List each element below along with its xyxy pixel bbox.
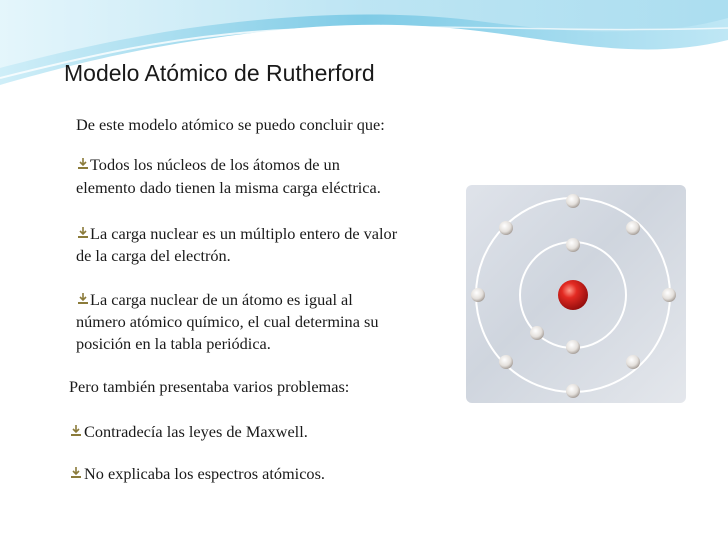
bullet-3-line-2: número atómico químico, el cual determina su <box>76 312 379 331</box>
electron <box>471 288 485 302</box>
intro-text: De este modelo atómico se puedo concluir que: <box>76 115 385 134</box>
bullet-arrow-icon <box>71 467 81 479</box>
electron <box>566 238 580 252</box>
bullet-2-line-2: de la carga del electrón. <box>76 246 231 265</box>
electron <box>626 355 640 369</box>
electron <box>499 355 513 369</box>
bullet-2-line-1: La carga nuclear es un múltiplo entero de valor <box>90 224 398 243</box>
atom-illustration <box>466 185 686 403</box>
bullet-arrow-icon <box>78 158 88 170</box>
electron <box>566 340 580 354</box>
electron <box>626 221 640 235</box>
problem-1-text: Contradecía las leyes de Maxwell. <box>84 422 308 441</box>
bullet-1-line-1: Todos los núcleos de los átomos de un <box>90 155 340 174</box>
bullet-arrow-icon <box>71 425 81 437</box>
problem-2-text: No explicaba los espectros atómicos. <box>84 464 325 483</box>
electron <box>566 194 580 208</box>
bullet-arrow-icon <box>78 293 88 305</box>
nucleus <box>558 280 588 310</box>
slide-title: Modelo Atómico de Rutherford <box>64 60 375 86</box>
bullet-1-line-2: elemento dado tienen la misma carga eléctrica. <box>76 178 381 197</box>
electron <box>566 384 580 398</box>
bullet-arrow-icon <box>78 227 88 239</box>
electron <box>530 326 544 340</box>
problems-intro-text: Pero también presentaba varios problemas: <box>69 377 350 396</box>
electron <box>499 221 513 235</box>
bullet-3-line-1: La carga nuclear de un átomo es igual al <box>90 290 353 309</box>
bullet-3-line-3: posición en la tabla periódica. <box>76 334 271 353</box>
electron <box>662 288 676 302</box>
